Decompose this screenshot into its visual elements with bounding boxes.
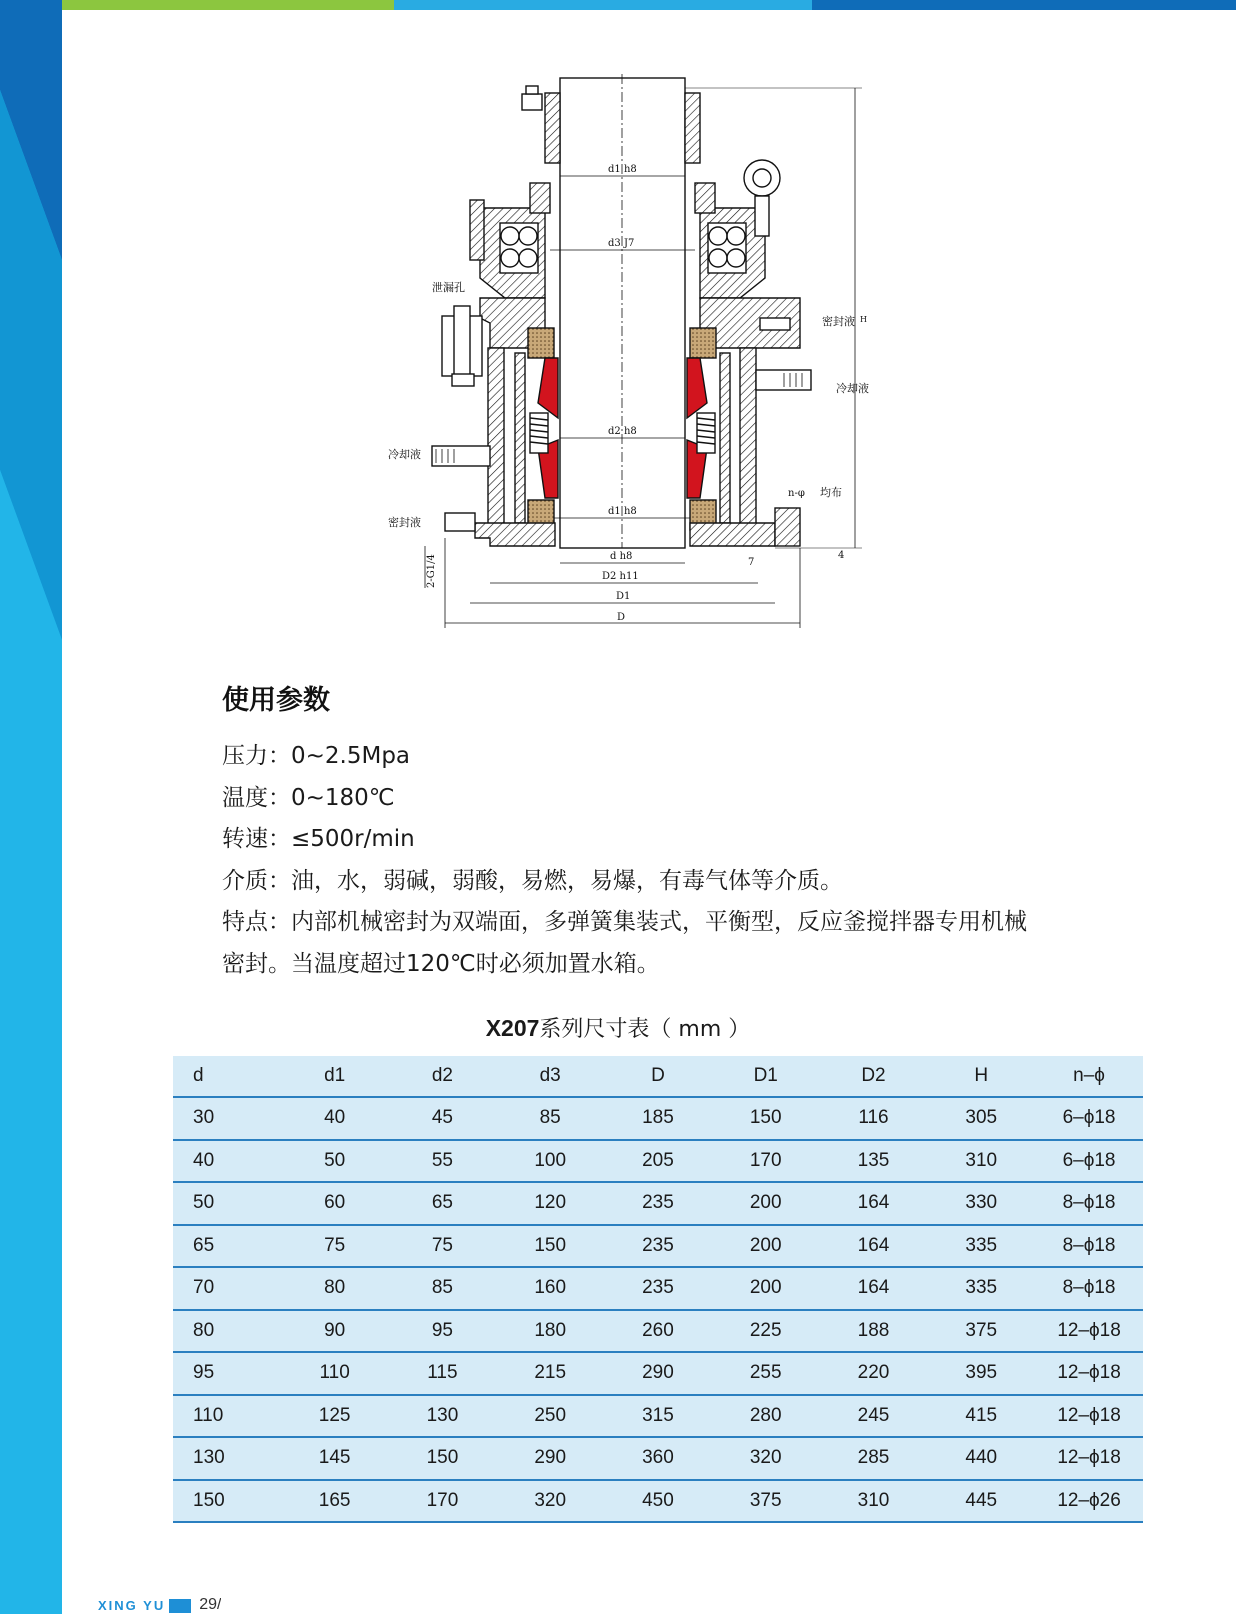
- table-cell: 360: [604, 1437, 712, 1480]
- label-d2: d2 h8: [608, 426, 637, 437]
- table-cell: 320: [712, 1437, 820, 1480]
- table-cell: 165: [281, 1480, 389, 1523]
- table-cell: 310: [820, 1480, 928, 1523]
- table-cell: 200: [712, 1182, 820, 1225]
- table-cell: 116: [820, 1097, 928, 1140]
- table-cell: 12–ϕ18: [1035, 1395, 1143, 1438]
- table-header-cell: d: [173, 1056, 281, 1097]
- table-row: [173, 1310, 1143, 1353]
- table-header-cell: d1: [281, 1056, 389, 1097]
- table-cell: 100: [496, 1140, 604, 1183]
- table-cell: 85: [389, 1267, 497, 1310]
- table-cell: 235: [604, 1225, 712, 1268]
- table-cell: 290: [496, 1437, 604, 1480]
- table-cell: 75: [389, 1225, 497, 1268]
- table-cell: 220: [820, 1352, 928, 1395]
- page-number: 29/: [199, 1598, 222, 1613]
- table-header-cell: D: [604, 1056, 712, 1097]
- table-cell: 110: [281, 1352, 389, 1395]
- top-stripe-green: [62, 0, 394, 10]
- table-row: [173, 1395, 1143, 1438]
- table-cell: 160: [496, 1267, 604, 1310]
- table-cell: 164: [820, 1225, 928, 1268]
- table-row: [173, 1225, 1143, 1268]
- table-cell: 130: [389, 1395, 497, 1438]
- label-D1: D1: [616, 591, 631, 602]
- table-cell: 200: [712, 1225, 820, 1268]
- table-cell: 440: [927, 1437, 1035, 1480]
- table-cell: 115: [389, 1352, 497, 1395]
- table-cell: 180: [496, 1310, 604, 1353]
- footer-brand: XING YU: [98, 1598, 166, 1613]
- label-even-distribution: 均布: [820, 486, 842, 499]
- label-n-phi: n-φ: [788, 488, 805, 499]
- table-cell: 245: [820, 1395, 928, 1438]
- table-cell: 30: [173, 1097, 281, 1140]
- table-cell: 375: [927, 1310, 1035, 1353]
- label-d3: d3 J7: [608, 238, 635, 249]
- footer: [98, 1598, 221, 1614]
- table-cell: 55: [389, 1140, 497, 1183]
- label-coolant-right: 冷却液: [836, 382, 869, 395]
- table-cell: 375: [712, 1480, 820, 1523]
- label-d1-bottom: d1 h8: [608, 506, 637, 517]
- table-cell: 95: [173, 1352, 281, 1395]
- label-D: D: [617, 612, 626, 623]
- table-cell: 255: [712, 1352, 820, 1395]
- table-cell: 170: [712, 1140, 820, 1183]
- table-cell: 415: [927, 1395, 1035, 1438]
- table-cell: 305: [927, 1097, 1035, 1140]
- table-cell: 40: [173, 1140, 281, 1183]
- table-cell: 40: [281, 1097, 389, 1140]
- label-coolant-left: 冷却液: [388, 448, 421, 461]
- table-cell: 50: [281, 1140, 389, 1183]
- table-cell: 235: [604, 1267, 712, 1310]
- table-row: [173, 1182, 1143, 1225]
- mechanical-seal-drawing: [380, 68, 900, 653]
- table-cell: 80: [281, 1267, 389, 1310]
- table-cell: 12–ϕ18: [1035, 1437, 1143, 1480]
- table-cell: 95: [389, 1310, 497, 1353]
- params-heading: 使用参数: [222, 685, 330, 716]
- table-cell: 235: [604, 1182, 712, 1225]
- param-medium: 介质：油，水，弱碱，弱酸，易燃，易爆，有毒气体等介质。: [222, 867, 843, 894]
- table-cell: 185: [604, 1097, 712, 1140]
- table-cell: 6–ϕ18: [1035, 1097, 1143, 1140]
- table-cell: 150: [496, 1225, 604, 1268]
- table-row: [173, 1097, 1143, 1140]
- label-D2: D2 h11: [602, 571, 639, 582]
- table-cell: 330: [927, 1182, 1035, 1225]
- table-cell: 50: [173, 1182, 281, 1225]
- table-cell: 60: [281, 1182, 389, 1225]
- table-cell: 188: [820, 1310, 928, 1353]
- param-features: 特点：内部机械密封为双端面，多弹簧集装式，平衡型，反应釜搅拌器专用机械: [222, 909, 1027, 935]
- table-row: [173, 1140, 1143, 1183]
- table-header-cell: d2: [389, 1056, 497, 1097]
- table-header-cell: d3: [496, 1056, 604, 1097]
- label-dim-4: 4: [838, 550, 845, 561]
- table-cell: 130: [173, 1437, 281, 1480]
- label-d: d h8: [610, 551, 633, 562]
- table-cell: 225: [712, 1310, 820, 1353]
- table-cell: 150: [712, 1097, 820, 1140]
- table-cell: 125: [281, 1395, 389, 1438]
- table-cell: 12–ϕ18: [1035, 1310, 1143, 1353]
- table-cell: 12–ϕ18: [1035, 1352, 1143, 1395]
- top-stripe-dark-blue: [812, 0, 1236, 10]
- table-cell: 395: [927, 1352, 1035, 1395]
- table-header-row: [173, 1056, 1143, 1097]
- table-row: [173, 1267, 1143, 1310]
- top-color-stripe: [62, 0, 1236, 10]
- table-cell: 85: [496, 1097, 604, 1140]
- table-header-cell: D1: [712, 1056, 820, 1097]
- table-cell: 445: [927, 1480, 1035, 1523]
- label-leak-hole: 泄漏孔: [432, 281, 465, 294]
- table-cell: 80: [173, 1310, 281, 1353]
- table-cell: 12–ϕ26: [1035, 1480, 1143, 1523]
- table-cell: 310: [927, 1140, 1035, 1183]
- table-cell: 290: [604, 1352, 712, 1395]
- table-cell: 6–ϕ18: [1035, 1140, 1143, 1183]
- table-cell: 8–ϕ18: [1035, 1267, 1143, 1310]
- table-cell: 65: [389, 1182, 497, 1225]
- label-dim-7: 7: [748, 557, 755, 568]
- table-cell: 135: [820, 1140, 928, 1183]
- top-stripe-light-blue: [394, 0, 812, 10]
- table-cell: 315: [604, 1395, 712, 1438]
- size-table: [173, 1056, 1143, 1523]
- param-speed: 转速：≤500r/min: [222, 826, 415, 852]
- table-cell: 120: [496, 1182, 604, 1225]
- table-cell: 145: [281, 1437, 389, 1480]
- table-header-cell: D2: [820, 1056, 928, 1097]
- table-cell: 335: [927, 1267, 1035, 1310]
- label-H: H: [860, 315, 867, 324]
- table-cell: 285: [820, 1437, 928, 1480]
- params-list: [222, 736, 1132, 985]
- param-temperature: 温度：0~180℃: [222, 784, 395, 811]
- footer-logo-icon: [169, 1599, 191, 1613]
- table-cell: 320: [496, 1480, 604, 1523]
- left-decorative-band: [0, 0, 62, 1614]
- table-cell: 215: [496, 1352, 604, 1395]
- table-cell: 75: [281, 1225, 389, 1268]
- label-seal-fluid-left: 密封液: [388, 516, 421, 529]
- table-cell: 45: [389, 1097, 497, 1140]
- label-seal-fluid-right: 密封液: [822, 315, 855, 328]
- table-cell: 164: [820, 1182, 928, 1225]
- table-cell: 200: [712, 1267, 820, 1310]
- table-cell: 8–ϕ18: [1035, 1182, 1143, 1225]
- table-row: [173, 1437, 1143, 1480]
- param-features-continued: 密封。当温度超过120℃时必须加置水箱。: [222, 950, 660, 977]
- param-pressure: 压力：0~2.5Mpa: [222, 743, 411, 769]
- table-cell: 260: [604, 1310, 712, 1353]
- table-cell: 150: [173, 1480, 281, 1523]
- table-cell: 164: [820, 1267, 928, 1310]
- table-row: [173, 1352, 1143, 1395]
- table-cell: 170: [389, 1480, 497, 1523]
- table-row: [173, 1480, 1143, 1523]
- label-thread: 2-G1/4: [426, 554, 437, 588]
- table-cell: 150: [389, 1437, 497, 1480]
- table-header-cell: n–ϕ: [1035, 1056, 1143, 1097]
- table-cell: 335: [927, 1225, 1035, 1268]
- table-cell: 450: [604, 1480, 712, 1523]
- table-cell: 250: [496, 1395, 604, 1438]
- table-title: X207系列尺寸表（ mm ）: [485, 1015, 751, 1042]
- table-cell: 90: [281, 1310, 389, 1353]
- table-cell: 280: [712, 1395, 820, 1438]
- table-header-cell: H: [927, 1056, 1035, 1097]
- table-cell: 70: [173, 1267, 281, 1310]
- table-cell: 65: [173, 1225, 281, 1268]
- table-cell: 110: [173, 1395, 281, 1438]
- table-cell: 8–ϕ18: [1035, 1225, 1143, 1268]
- table-cell: 205: [604, 1140, 712, 1183]
- label-d1-top: d1 h8: [608, 164, 637, 175]
